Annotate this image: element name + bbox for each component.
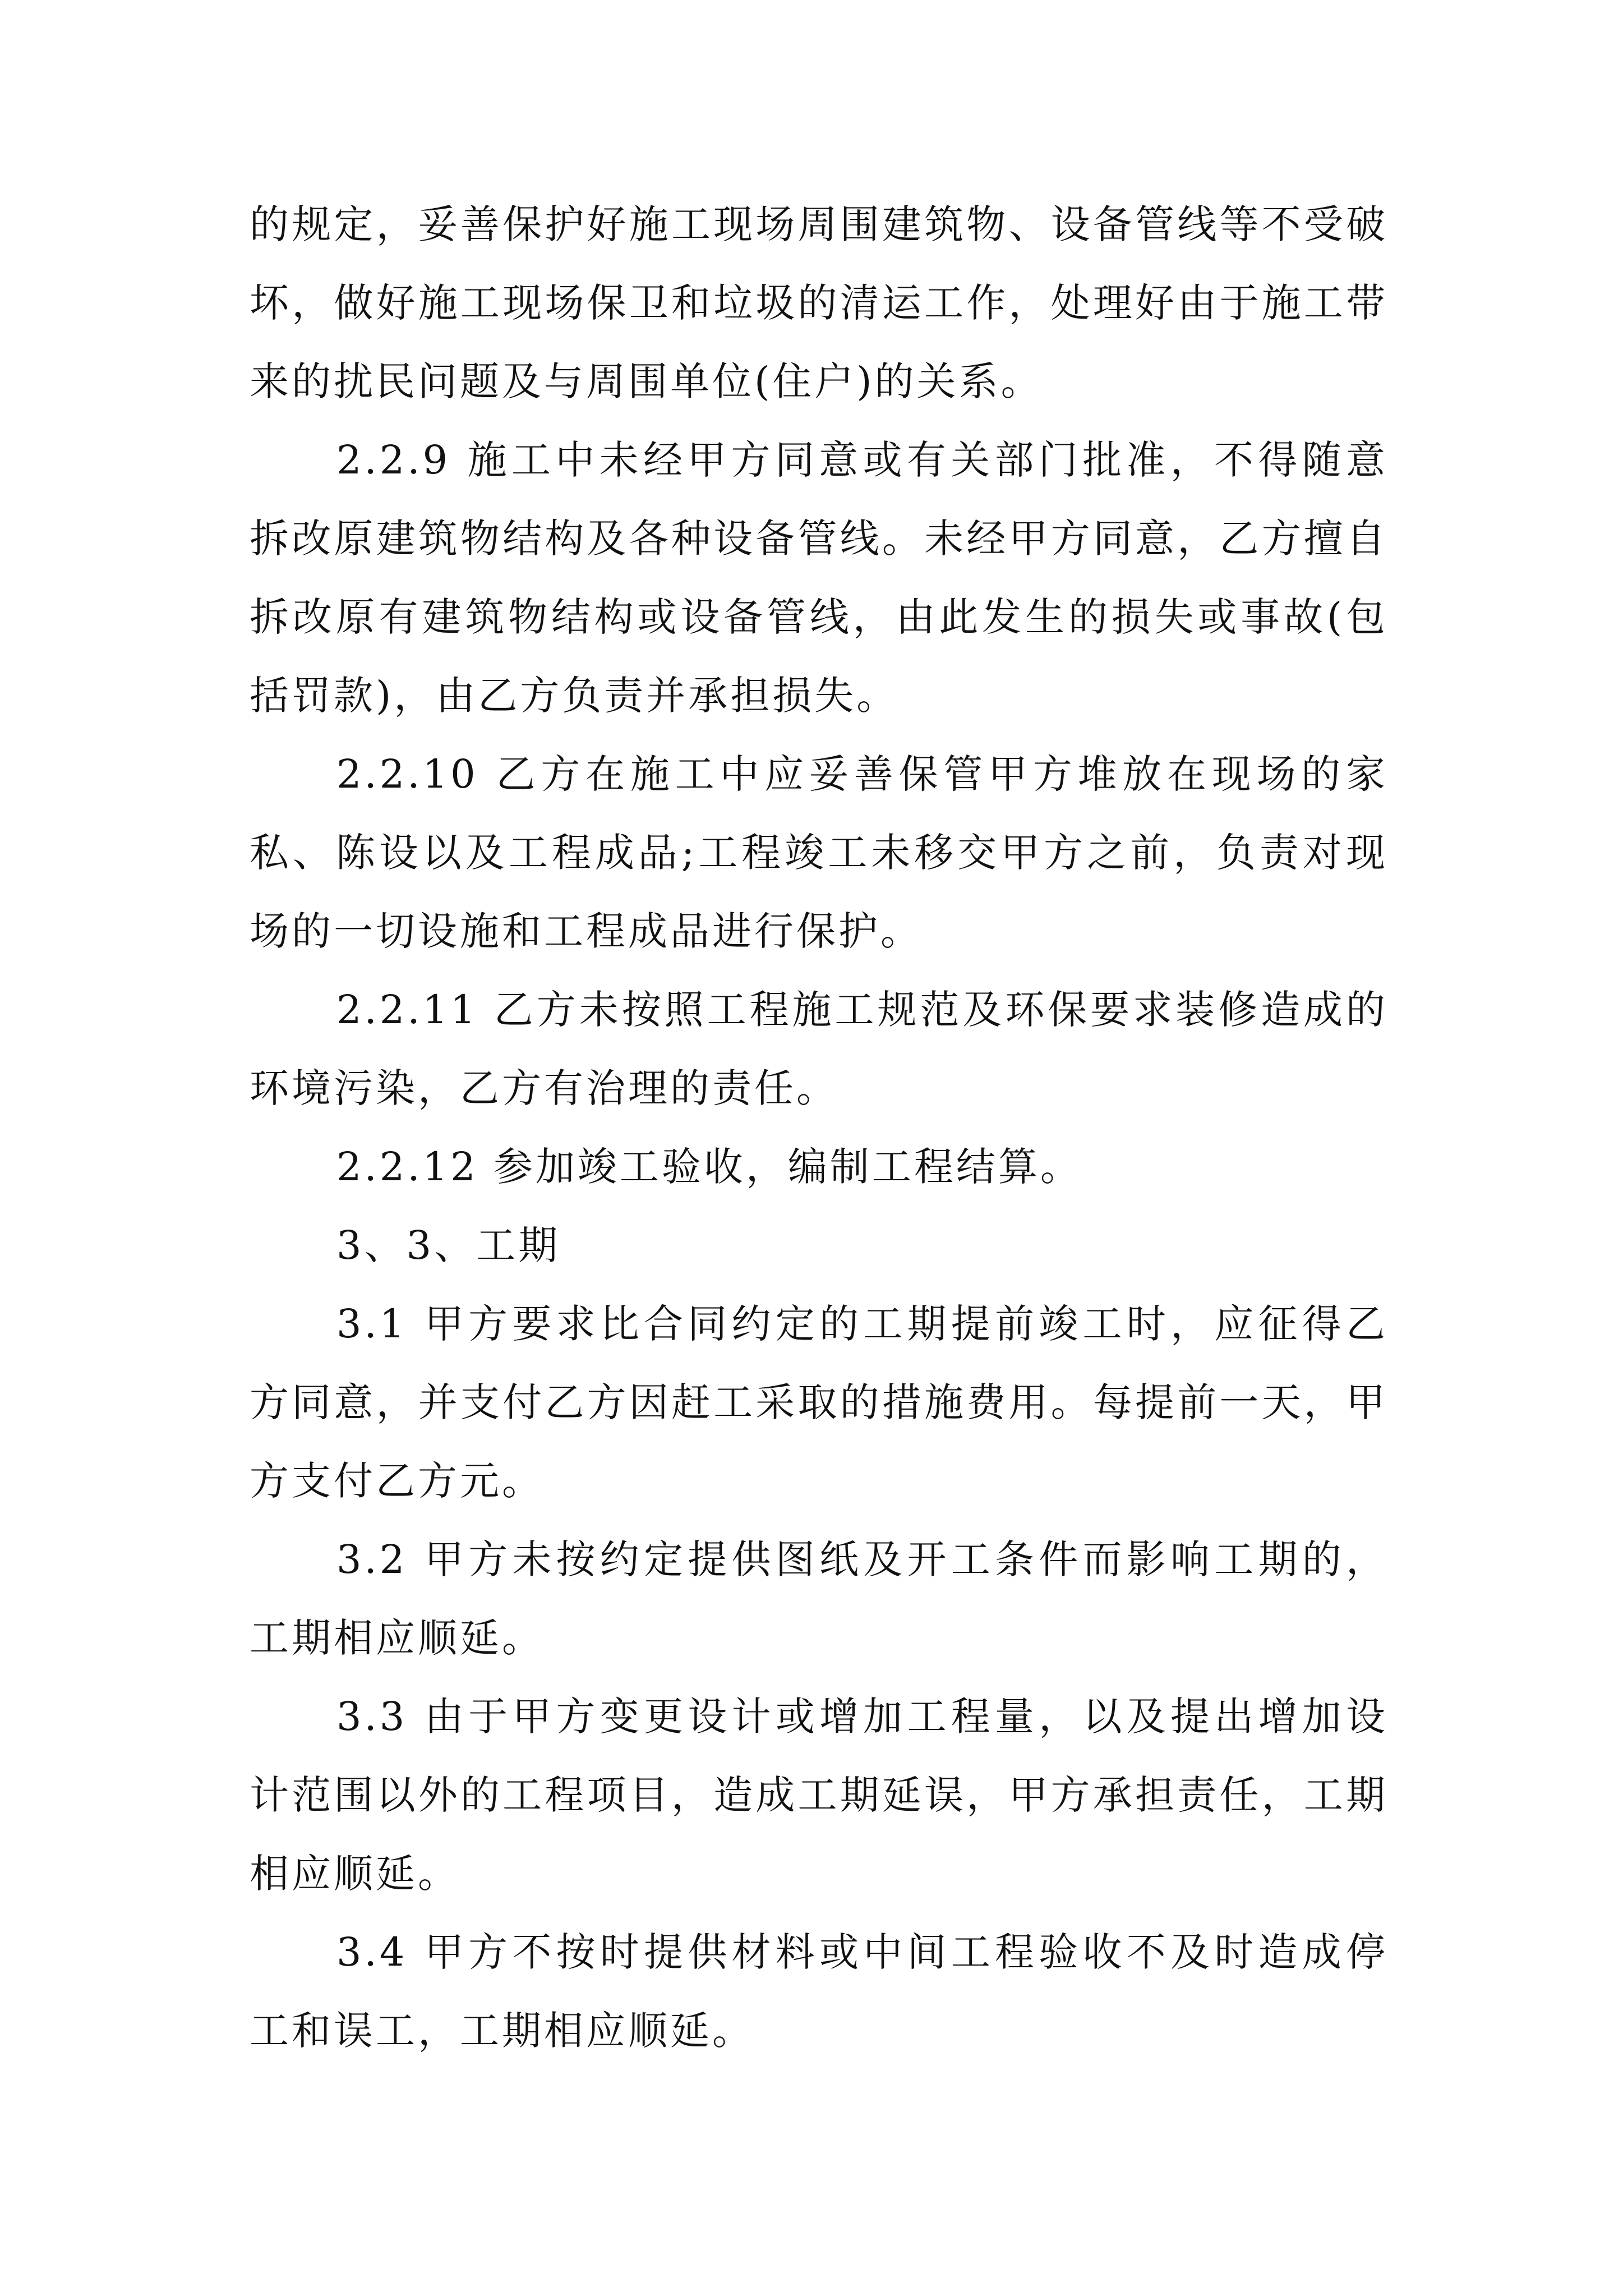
clause-2-2-11: 2.2.11 乙方未按照工程施工规范及环保要求装修造成的环境污染，乙方有治理的责任。	[250, 987, 1388, 1111]
clause-2-2-12: 2.2.12 参加竣工验收，编制工程结算。	[336, 1144, 1082, 1190]
paragraph-continuation: 的规定，妥善保护好施工现场周围建筑物、设备管线等不受破坏，做好施工现场保卫和垃圾的清运工作，处理好由于施工带来的扰民问题及与周围单位(住户)的关系。	[250, 201, 1388, 404]
document-body	[250, 185, 1388, 2070]
clause-2-2-9: 2.2.9 施工中未经甲方同意或有关部门批准，不得随意拆改原建筑物结构及各种设备管线。未经甲方同意，乙方擅自拆改原有建筑物结构或设备管线，由此发生的损失或事故(包括罚款)，由乙方负责并承担损失。	[250, 437, 1388, 719]
clause-3-3: 3.3 由于甲方变更设计或增加工程量，以及提出增加设计范围以外的工程项目，造成工期延误，甲方承担责任，工期相应顺延。	[250, 1694, 1388, 1897]
clause-2-2-10: 2.2.10 乙方在施工中应妥善保管甲方堆放在现场的家私、陈设以及工程成品;工程竣工未移交甲方之前，负责对现场的一切设施和工程成品进行保护。	[250, 751, 1388, 954]
clause-3-2: 3.2 甲方未按约定提供图纸及开工条件而影响工期的，工期相应顺延。	[250, 1536, 1388, 1661]
clause-3-1: 3.1 甲方要求比合同约定的工期提前竣工时，应征得乙方同意，并支付乙方因赶工采取的措施费用。每提前一天，甲方支付乙方元。	[250, 1301, 1388, 1504]
clause-3-4: 3.4 甲方不按时提供材料或中间工程验收不及时造成停工和误工，工期相应顺延。	[250, 1929, 1388, 2054]
section-heading-3: 3、3、工期	[336, 1222, 561, 1268]
